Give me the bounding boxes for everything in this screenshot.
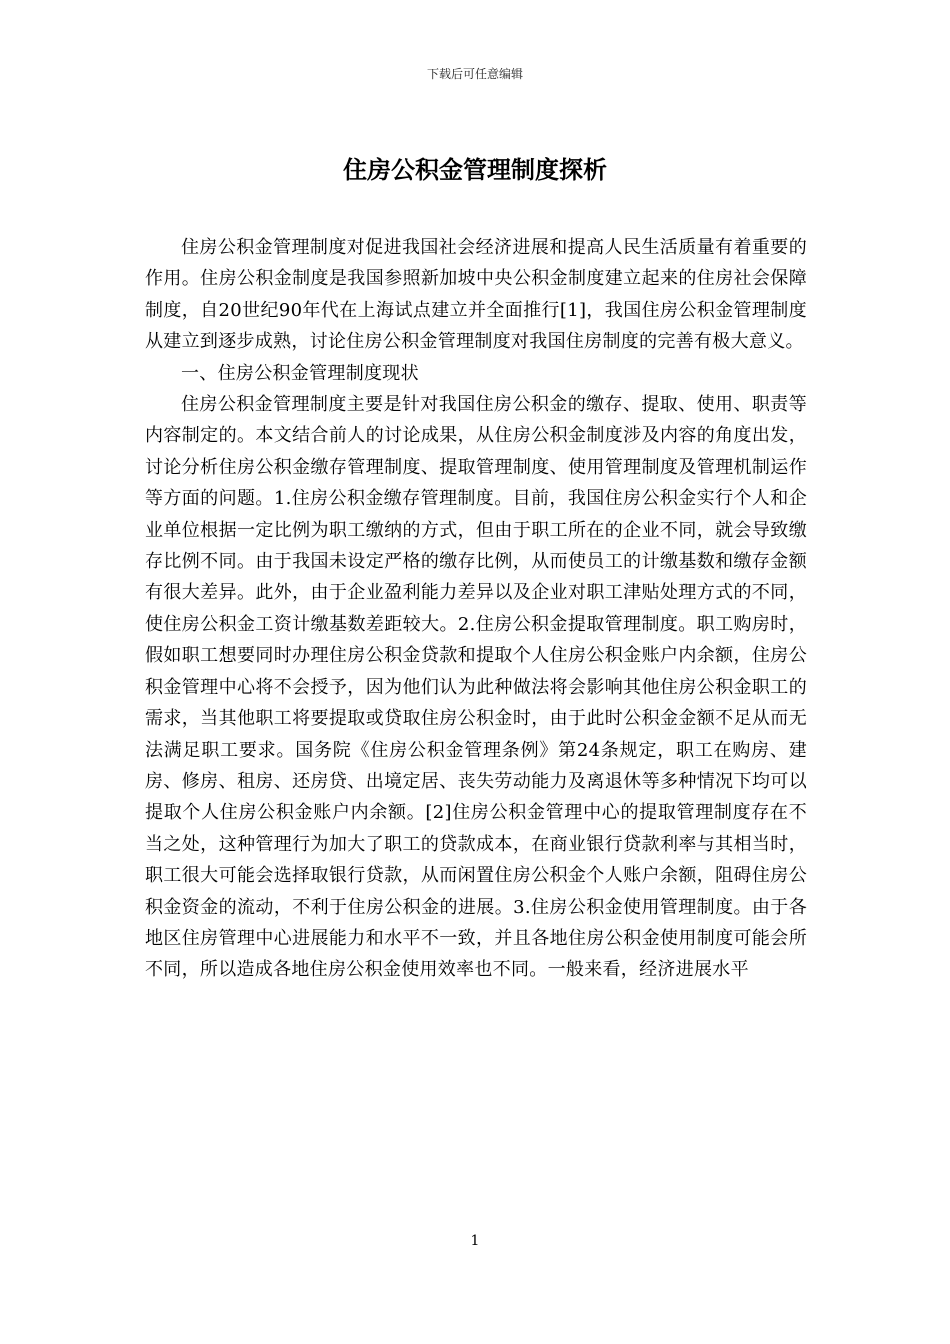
page-number: 1 bbox=[470, 1233, 480, 1249]
header-note: 下载后可任意编辑 bbox=[426, 67, 523, 81]
paragraph-intro: 住房公积金管理制度对促进我国社会经济进展和提高人民生活质量有着重要的作用。住房公积金制度是我国参照新加坡中央公积金制度建立起来的住房社会保障制度，自20世纪90年代在上海试点建立并全面推行[1]，我国住房公积金管理制度从建立到逐步成熟，讨论住房公积金管理制度对我国住房制度的完善有极大意义。 bbox=[145, 237, 807, 353]
section-heading: 一、住房公积金管理制度现状 bbox=[181, 362, 419, 384]
document-title: 住房公积金管理制度探析 bbox=[343, 156, 607, 184]
paragraph-status: 住房公积金管理制度主要是针对我国住房公积金的缴存、提取、使用、职责等内容制定的。本文结合前人的讨论成果，从住房公积金制度涉及内容的角度出发，讨论分析住房公积金缴存管理制度、提取管理制度、使用管理制度及管理机制运作等方面的问题。1.住房公积金缴存管理制度。目前，我国住房公积金实行个人和企业单位根据一定比例为职工缴纳的方式，但由于职工所在的企业不同，就会导致缴存比例不同。由于我国未设定严格的缴存比例，从而使员工的计缴基数和缴存金额有很大差异。此外，由于企业盈利能力差异以及企业对职工津贴处理方式的不同，使住房公积金工资计缴基数差距较大。2.住房公积金提取管理制度。职工购房时，假如职工想要同时办理住房公积金贷款和提取个人住房公积金账户内余额，住房公积金管理中心将不会授予，因为他们认为此种做法将会影响其他住房公积金职工的需求，当其他职工将要提取或贷取住房公积金时，由于此时公积金金额不足从而无法满足职工要求。国务院《住房公积金管理条例》第24条规定，职工在购房、建房、修房、租房、还房贷、出境定居、丧失劳动能力及离退休等多种情况下均可以提取个人住房公积金账户内余额。[2]住房公积金管理中心的提取管理制度存在不当之处，这种管理行为加大了职工的贷款成本，在商业银行贷款利率与其相当时，职工很大可能会选择取银行贷款，从而闲置住房公积金个人账户余额，阻碍住房公积金资金的流动，不利于住房公积金的进展。3.住房公积金使用管理制度。由于各地区住房管理中心进展能力和水平不一致，并且各地住房公积金使用制度可能会所不同，所以造成各地住房公积金使用效率也不同。一般来看，经济进展水平 bbox=[145, 394, 807, 981]
document-body bbox=[145, 232, 807, 986]
